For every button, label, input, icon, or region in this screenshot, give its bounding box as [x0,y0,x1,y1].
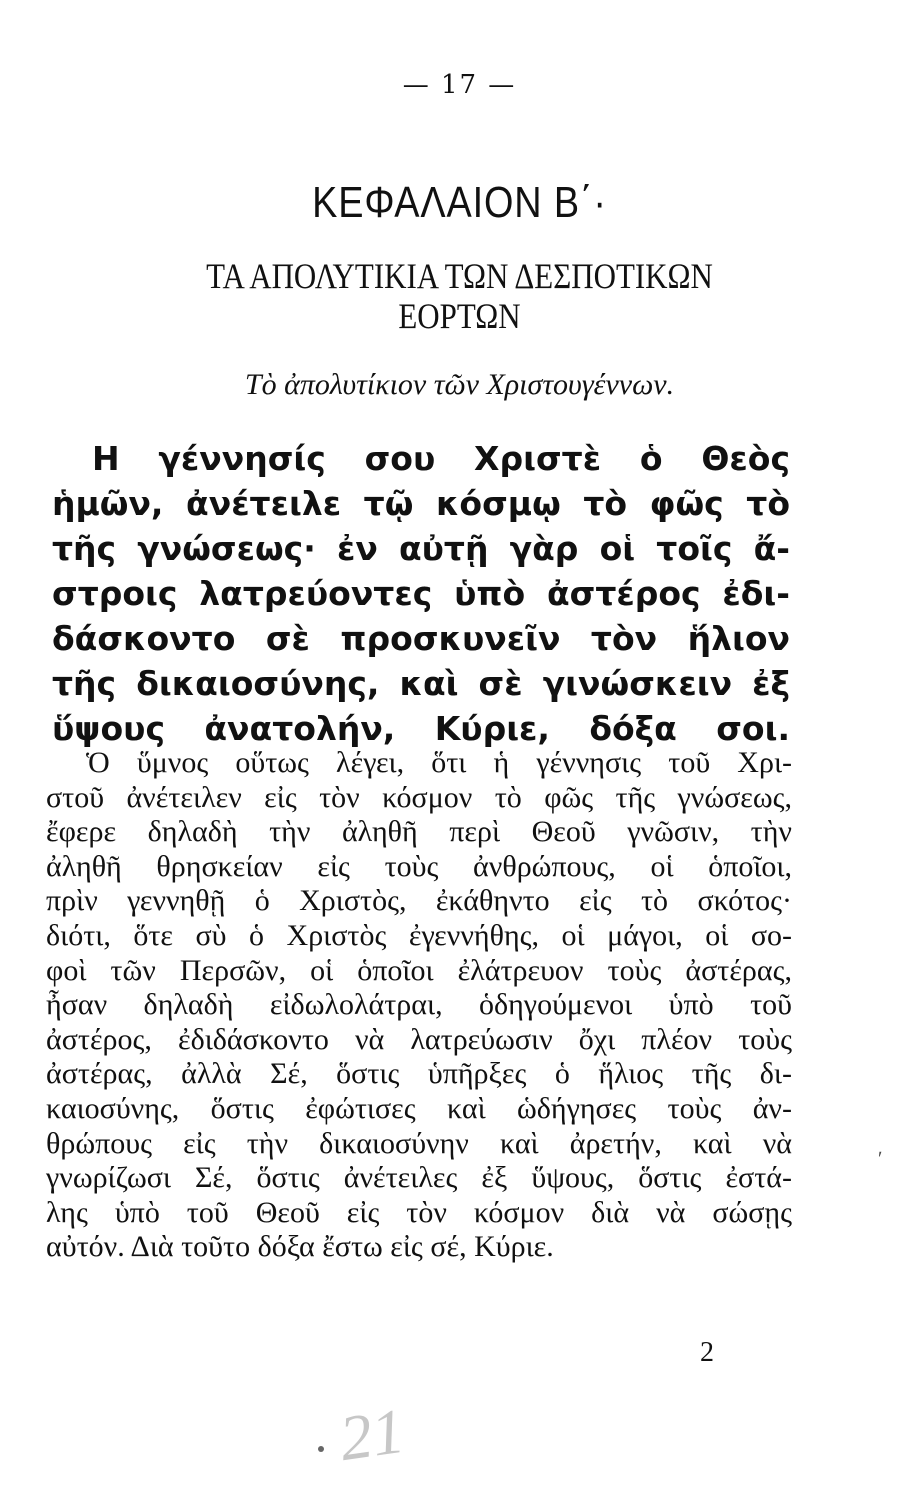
hymn-line: Η γέννησίς σου Χριστὲ ὁ Θεὸς [92,439,790,478]
hymn-line: τῆς γνώσεως· ἐν αὐτῇ γὰρ οἱ τοῖς ἄ- [52,529,790,568]
hymn-line: δάσκοντο σὲ προσκυνεῖν τὸν ἥλιον [52,619,790,658]
hymn-line: τῆς δικαιοσύνης, καὶ σὲ γινώσκειν ἐξ [52,664,790,703]
hymn-heading: Τὸ ἀπολυτίκιον τῶν Χριστουγέννων. [244,368,675,401]
commentary-line: ἀστέρας, ἀλλὰ Σέ, ὅστις ὑπῆρξες ὁ ἥλιος τῆς δι- [46,1057,792,1091]
commentary-line: πρὶν γεννηθῇ ὁ Χριστὸς, ἐκάθηντο εἰς τὸ σκότος· [46,884,792,918]
chapter-title: ΚΕΦΑΛΑΙΟΝ Β΄· [312,178,607,227]
commentary-paragraph [46,746,792,1265]
commentary-line: γνωρίζωσι Σέ, ὅστις ἀνέτειλες ἐξ ὕψους, ὅστις ἐστά- [46,1161,792,1195]
commentary-line: αὐτόν. Διὰ τοῦτο δόξα ἔστω εἰς σέ, Κύριε. [46,1230,554,1264]
commentary-line: καιοσύνης, ὅστις ἐφώτισες καὶ ὡδήγησες τοὺς ἀν- [46,1091,792,1125]
commentary-line: στοῦ ἀνέτειλεν εἰς τὸν κόσμον τὸ φῶς τῆς γνώσεως, [46,780,792,814]
margin-mark: ʹ [878,1148,883,1170]
section-title-line-1: ΤΑ ΑΠΟΛΥΤΙΚΙΑ ΤΩΝ ΔΕΣΠΟΤΙΚΩΝ [206,256,713,296]
commentary-line: ἔφερε δηλαδὴ τὴν ἀληθῆ περὶ Θεοῦ γνῶσιν, τὴν [46,815,792,849]
commentary-line: λης ὑπὸ τοῦ Θεοῦ εἰς τὸν κόσμον διὰ νὰ σώσῃς [46,1195,792,1229]
hymn-line: ἡμῶν, ἀνέτειλε τῷ κόσμῳ τὸ φῶς τὸ [52,484,790,523]
commentary-line: ἀστέρος, ἐδιδάσκοντο νὰ λατρεύωσιν ὄχι πλέον τοὺς [46,1022,792,1056]
page-number: — 17 — [402,70,517,100]
commentary-line: θρώπους εἰς τὴν δικαιοσύνην καὶ ἀρετήν, καὶ νὰ [46,1126,792,1160]
pencil-note: 21 [335,1394,409,1475]
hymn-line: στροις λατρεύοντες ὑπὸ ἀστέρος ἐδι- [52,574,790,613]
commentary-line: φοὶ τῶν Περσῶν, οἱ ὁποῖοι ἐλάτρευον τοὺς ἀστέρας, [46,953,792,987]
commentary-line: ἀληθῆ θρησκείαν εἰς τοὺς ἀνθρώπους, οἱ ὁποῖοι, [46,849,792,883]
commentary-line: Ὁ ὕμνος οὕτως λέγει, ὅτι ἡ γέννησις τοῦ Χρι- [86,746,792,779]
hymn-text [52,436,790,751]
commentary-line: ἦσαν δηλαδὴ εἰδωλολάτραι, ὁδηγούμενοι ὑπὸ τοῦ [46,988,792,1022]
hymn-line: ὕψους ἀνατολήν, Κύριε, δόξα σοι. [52,709,790,748]
commentary-line: διότι, ὅτε σὺ ὁ Χριστὸς ἐγεννήθης, οἱ μάγοι, οἱ σο- [46,918,792,952]
ink-speck [318,1446,324,1452]
printer-signature-mark: 2 [700,1337,714,1368]
section-title-line-2: ΕΟΡΤΩΝ [398,296,521,336]
